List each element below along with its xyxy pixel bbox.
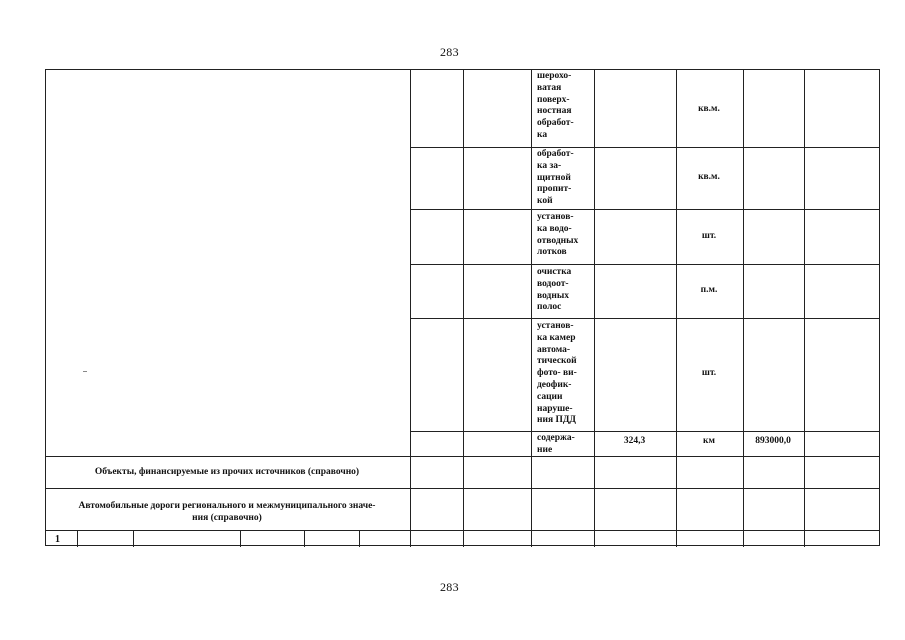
col-divider [463,70,464,547]
row-divider [410,209,880,210]
section-roads: Автомобильные дороги регионального и межмуниципального значе- ния (справочно) [78,501,376,523]
work-description: обработ- ка за- щитной пропит- кой [537,149,574,207]
col-divider [133,530,134,547]
quantity-cell: 324,3 [623,436,646,446]
row-divider [46,488,880,489]
unit-cell: шт. [701,368,717,378]
unit-cell: шт. [701,231,717,241]
row-divider [410,264,880,265]
page-number-bottom: 283 [440,580,459,594]
row-number-cell: 1 [55,534,60,545]
unit-cell: км [703,436,715,446]
unit-cell: п.м. [700,285,718,295]
work-description: шерохо- ватая поверх- ностная обработ- ка [537,71,574,140]
work-description: установ- ка водо- отводных лотков [537,212,579,258]
amount-cell: 893000,0 [755,436,791,446]
work-description: установ- ка камер автома- тической фото- ви- деофик- сации наруше- ния ПДД [537,321,577,426]
row-divider [410,431,880,432]
section-other-sources: Объекты, финансируемые из прочих источников (справочно) [94,467,360,477]
unit-cell: кв.м. [698,172,720,182]
col-divider [594,70,595,547]
work-description: содержа- ние [537,433,575,455]
unit-cell: кв.м. [698,104,720,114]
col-divider [676,70,677,547]
row-divider [46,456,880,457]
col-divider [359,530,360,547]
col-divider [240,530,241,547]
row-divider [410,318,880,319]
col-divider [410,70,411,547]
col-divider [804,70,805,547]
work-description: очистка водоот- водных полос [537,267,572,313]
col-divider [743,70,744,547]
page-number-top: 283 [440,45,459,59]
col-divider [304,530,305,547]
row-divider [410,147,880,148]
col-divider [531,70,532,547]
row-divider [46,530,880,531]
col-divider [77,530,78,547]
stray-mark [83,371,87,372]
